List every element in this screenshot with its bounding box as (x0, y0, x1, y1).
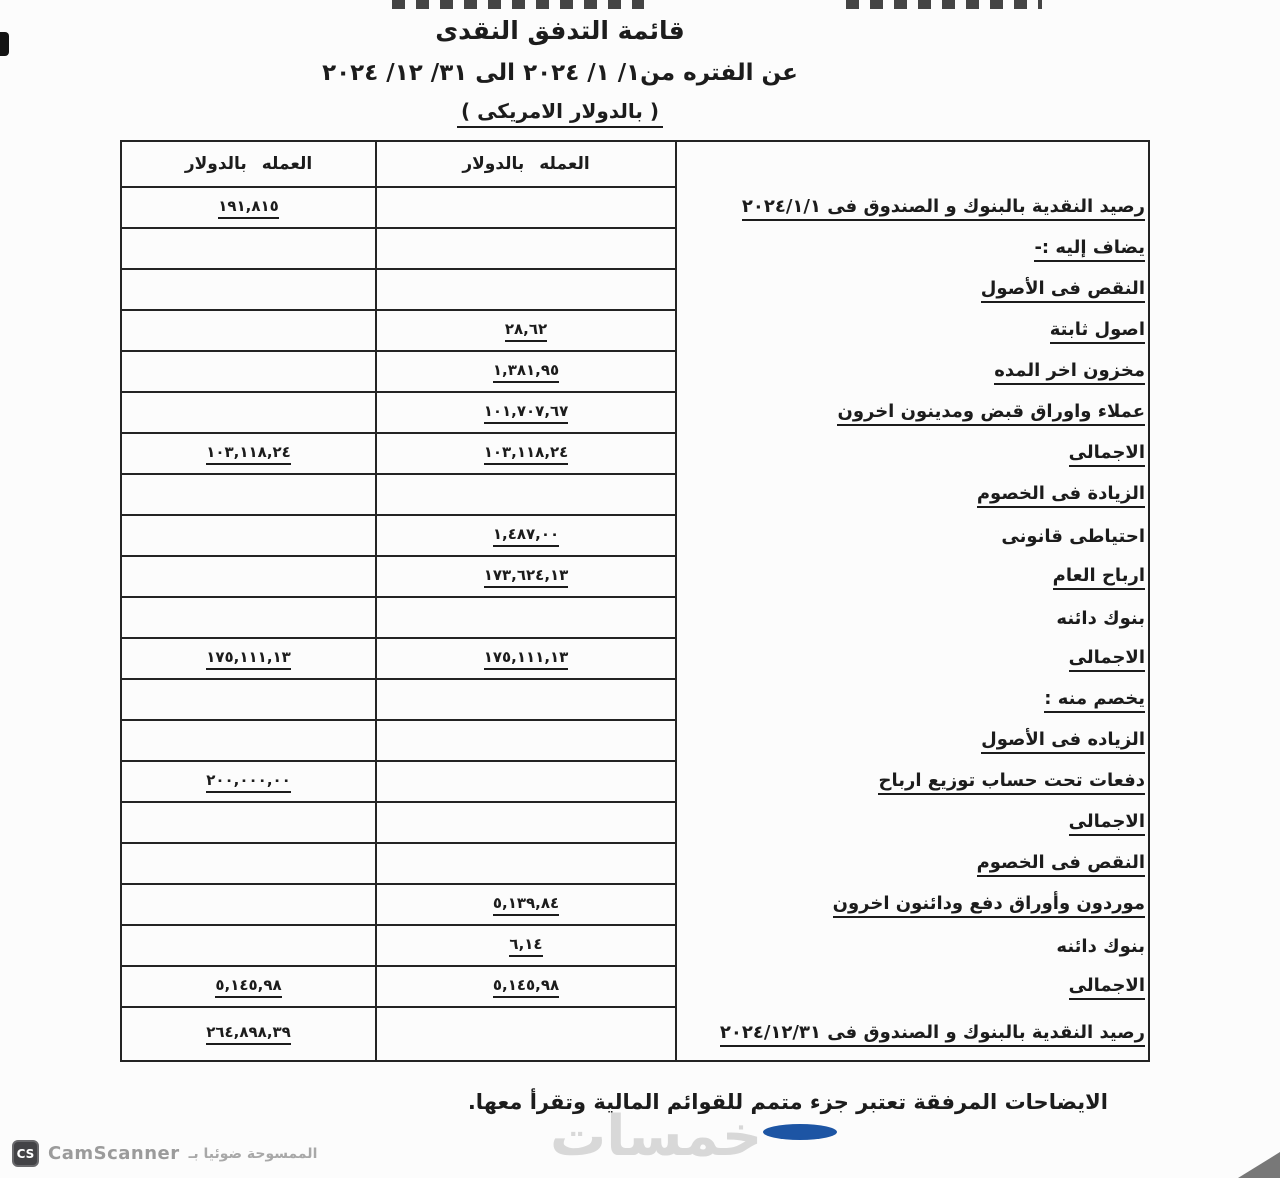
left-column-header: العمله بالدولار (184, 154, 313, 174)
row-label: الاجمالى (1069, 811, 1145, 836)
row-middle-value-cell (375, 434, 675, 475)
row-left-value-cell (122, 967, 375, 1008)
row-label-cell (675, 557, 1148, 598)
left-value: ١٩١,٨١٥ (218, 197, 279, 219)
row-left-value-cell (122, 352, 375, 393)
row-label: يخصم منه : (1044, 688, 1145, 713)
left-value: ١٠٣,١١٨,٢٤ (206, 443, 291, 465)
row-middle-value-cell (375, 1008, 675, 1060)
row-label: عملاء واوراق قبض ومدينون اخرون (837, 401, 1145, 426)
row-label-cell (675, 311, 1148, 352)
scan-corner-shadow (1238, 1152, 1280, 1178)
row-label-cell (675, 393, 1148, 434)
row-left-value-cell (122, 516, 375, 557)
row-middle-value-cell (375, 885, 675, 926)
middle-value: ٢٨,٦٢ (505, 320, 547, 342)
row-label: النقص فى الخصوم (977, 852, 1145, 877)
row-left-value-cell (122, 639, 375, 680)
row-label-cell (675, 762, 1148, 803)
row-middle-value-cell (375, 639, 675, 680)
left-value: ٢٦٤,٨٩٨,٣٩ (206, 1023, 291, 1045)
blue-stamp-mark (763, 1124, 837, 1140)
table-row (122, 557, 1148, 598)
row-left-value-cell (122, 803, 375, 844)
row-label-cell (675, 229, 1148, 270)
row-left-value-cell (122, 680, 375, 721)
row-label: ارباح العام (1053, 565, 1145, 590)
row-middle-value-cell (375, 557, 675, 598)
row-left-value-cell (122, 844, 375, 885)
table-row (122, 926, 1148, 967)
left-value: ١٧٥,١١١,١٣ (206, 648, 291, 670)
row-label: اصول ثابتة (1050, 319, 1145, 344)
notes-disclaimer: الايضاحات المرفقة تعتبر جزء متمم للقوائم المالية وتقرأ معها. (467, 1090, 1108, 1114)
camscanner-brand: CamScanner (48, 1143, 180, 1164)
table-row (122, 188, 1148, 229)
table-row (122, 803, 1148, 844)
table-row (122, 393, 1148, 434)
middle-value: ٦,١٤ (509, 935, 542, 957)
left-value: ٥,١٤٥,٩٨ (215, 976, 281, 998)
table-row (122, 475, 1148, 516)
table-row (122, 762, 1148, 803)
camscanner-arabic-label: الممسوحة ضوئيا بـ (188, 1145, 318, 1162)
row-label-cell (675, 516, 1148, 557)
row-left-value-cell (122, 475, 375, 516)
row-label: الاجمالى (1069, 975, 1145, 1000)
row-left-value-cell (122, 393, 375, 434)
row-label-cell (675, 352, 1148, 393)
row-middle-value-cell (375, 721, 675, 762)
row-label-cell (675, 270, 1148, 311)
camscanner-icon: CS (12, 1140, 39, 1167)
currency-note: ( بالدولار الامريكى ) (457, 99, 663, 128)
middle-value: ٥,١٣٩,٨٤ (493, 894, 559, 916)
row-label: الاجمالى (1069, 442, 1145, 467)
row-middle-value-cell (375, 844, 675, 885)
row-label-cell (675, 885, 1148, 926)
row-left-value-cell (122, 762, 375, 803)
row-middle-value-cell (375, 926, 675, 967)
row-left-value-cell (122, 434, 375, 475)
row-label-cell (675, 639, 1148, 680)
statement-period: عن الفتره من١/ ١/ ٢٠٢٤ الى ٣١/ ١٢/ ٢٠٢٤ (322, 60, 798, 86)
row-middle-value-cell (375, 967, 675, 1008)
header-left-cell (122, 142, 375, 188)
row-left-value-cell (122, 598, 375, 639)
middle-value: ١٠١,٧٠٧,٦٧ (484, 402, 569, 424)
row-label: احتياطى قانونى (1001, 526, 1145, 547)
row-left-value-cell (122, 270, 375, 311)
row-left-value-cell (122, 557, 375, 598)
row-label: يضاف إليه :- (1034, 237, 1145, 262)
row-label: مخزون اخر المده (994, 360, 1145, 385)
table-row (122, 639, 1148, 680)
row-label-cell (675, 475, 1148, 516)
middle-value: ١,٣٨١,٩٥ (493, 361, 559, 383)
table-row (122, 598, 1148, 639)
table-body (122, 188, 1148, 1060)
row-middle-value-cell (375, 762, 675, 803)
row-label: بنوك دائنه (1056, 608, 1145, 629)
row-left-value-cell (122, 1008, 375, 1060)
row-middle-value-cell (375, 680, 675, 721)
row-middle-value-cell (375, 393, 675, 434)
cropped-header-text-fragment (392, 0, 644, 9)
row-label-cell (675, 434, 1148, 475)
table-row (122, 270, 1148, 311)
row-label: الزيادة فى الخصوم (977, 483, 1145, 508)
header-middle-cell (375, 142, 675, 188)
row-middle-value-cell (375, 270, 675, 311)
middle-column-header: العمله بالدولار (462, 154, 590, 174)
table-row (122, 885, 1148, 926)
row-middle-value-cell (375, 598, 675, 639)
row-label: دفعات تحت حساب توزيع ارباح (878, 770, 1145, 795)
middle-value: ١٧٥,١١١,١٣ (484, 648, 569, 670)
row-label: الزياده فى الأصول (981, 729, 1145, 754)
row-middle-value-cell (375, 803, 675, 844)
table-row (122, 967, 1148, 1008)
row-left-value-cell (122, 311, 375, 352)
row-label-cell (675, 680, 1148, 721)
row-label: رصيد النقدية بالبنوك و الصندوق فى ٢٠٢٤/١٢/٣١ (720, 1022, 1145, 1047)
row-middle-value-cell (375, 188, 675, 229)
table-row (122, 680, 1148, 721)
row-middle-value-cell (375, 475, 675, 516)
row-left-value-cell (122, 229, 375, 270)
row-label: رصيد النقدية بالبنوك و الصندوق فى ٢٠٢٤/١/١ (742, 196, 1145, 221)
row-label-cell (675, 844, 1148, 885)
row-middle-value-cell (375, 229, 675, 270)
table-row (122, 434, 1148, 475)
row-left-value-cell (122, 721, 375, 762)
row-middle-value-cell (375, 516, 675, 557)
row-left-value-cell (122, 188, 375, 229)
camscanner-watermark (12, 1140, 317, 1167)
table-row (122, 721, 1148, 762)
middle-value: ١,٤٨٧,٠٠ (493, 525, 559, 547)
middle-value: ١٧٣,٦٢٤,١٣ (484, 566, 569, 588)
row-label: النقص فى الأصول (981, 278, 1145, 303)
middle-value: ١٠٣,١١٨,٢٤ (484, 443, 569, 465)
row-label-cell (675, 967, 1148, 1008)
row-label-cell (675, 1008, 1148, 1060)
document-header (180, 16, 940, 128)
middle-value: ٥,١٤٥,٩٨ (493, 976, 559, 998)
header-label-cell (675, 142, 1148, 188)
row-label: الاجمالى (1069, 647, 1145, 672)
row-label-cell (675, 926, 1148, 967)
table-row (122, 844, 1148, 885)
table-row (122, 352, 1148, 393)
table-header-row (122, 142, 1148, 188)
cropped-header-text-fragment (846, 0, 1042, 9)
row-label: موردون وأوراق دفع ودائنون اخرون (833, 893, 1145, 918)
table-row (122, 311, 1148, 352)
left-value: ٢٠٠,٠٠٠,٠٠ (206, 771, 291, 793)
khamsat-watermark: خمسات (550, 1104, 763, 1169)
table-row (122, 1008, 1148, 1060)
row-middle-value-cell (375, 352, 675, 393)
cash-flow-table (120, 140, 1150, 1062)
statement-title: قائمة التدفق النقدى (435, 16, 685, 45)
row-label: بنوك دائنه (1056, 936, 1145, 957)
row-label-cell (675, 598, 1148, 639)
table-row (122, 229, 1148, 270)
row-left-value-cell (122, 885, 375, 926)
row-label-cell (675, 803, 1148, 844)
table-row (122, 516, 1148, 557)
row-middle-value-cell (375, 311, 675, 352)
row-left-value-cell (122, 926, 375, 967)
row-label-cell (675, 188, 1148, 229)
scan-edge-artifact (0, 32, 9, 56)
row-label-cell (675, 721, 1148, 762)
